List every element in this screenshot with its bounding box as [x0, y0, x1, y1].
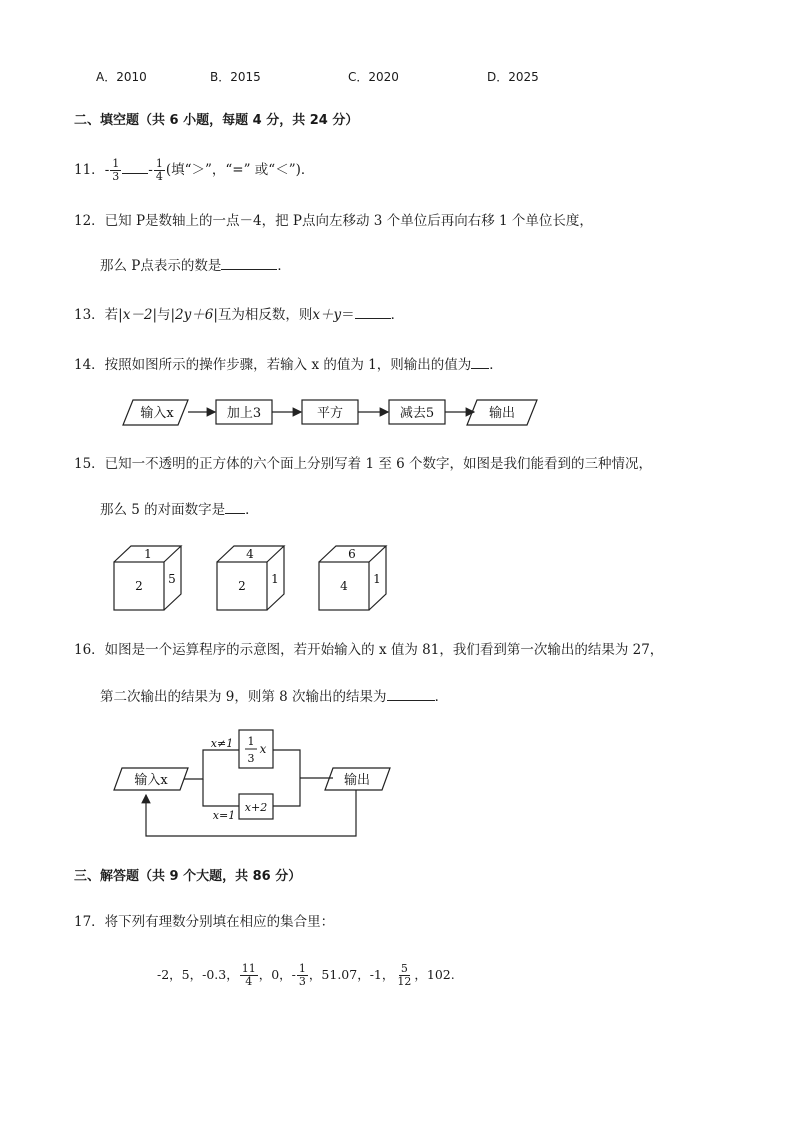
option-b: B．2015 — [210, 70, 261, 84]
q14-text: 14．按照如图所示的操作步骤，若输入 x 的值为 1，则输出的值为 — [74, 357, 472, 373]
section-3-title: 三、解答题（共 9 个大题，共 86 分） — [74, 869, 302, 884]
flow1-step3-label: 减去5 — [399, 406, 435, 421]
q17-f3-numerator: 5 — [400, 962, 408, 975]
q12-end: ． — [277, 258, 291, 274]
question-16-line-1: 16．如图是一个运算程序的示意图，若开始输入的 x 值为 81，我们看到第一次输出的结果为 27， — [74, 642, 664, 658]
q11-f1-numerator: 1 — [112, 157, 120, 170]
q17-fraction-3 — [395, 963, 413, 988]
q11-f2-denominator: 4 — [155, 170, 163, 183]
q13-abs-2: 2y＋6 — [175, 307, 214, 323]
q17-fraction-2 — [297, 963, 308, 988]
q17-part-1: -2，5，-0.3， — [157, 967, 239, 982]
q16-end: ． — [434, 689, 449, 705]
question-12-line-1: 12．已知 P是数轴上的一点－4，把 P点向左移动 3 个单位后再向右移 1 个单位长度， — [74, 213, 593, 229]
cube-3-side-number: 1 — [373, 572, 381, 586]
question-17: 17．将下列有理数分别填在相应的集合里： — [74, 914, 335, 930]
flow2-box-top-variable: x — [259, 742, 267, 756]
q14-end: ． — [489, 357, 503, 373]
q17-part-4: ，102. — [414, 967, 455, 982]
flow1-step2-label: 平方 — [316, 406, 344, 421]
cube-3-front-number: 4 — [340, 579, 348, 593]
q17-fraction-1 — [240, 963, 258, 988]
cube-2-front-number: 2 — [238, 579, 246, 593]
q11-minus-2: - — [148, 162, 153, 178]
q16-blank[interactable] — [387, 687, 435, 701]
flow2-cond-top: x≠1 — [210, 737, 234, 750]
q11-f2-numerator: 1 — [155, 157, 163, 170]
q13-text-c: |互为相反数，则 — [213, 307, 313, 323]
q12-text: 那么 P点表示的数是 — [100, 258, 222, 274]
q11-minus-1: - — [104, 162, 110, 178]
flow1-input-label: 输入x — [140, 406, 174, 421]
flow1-output-label: 输出 — [488, 406, 516, 421]
q13-sum: x＋y — [312, 307, 342, 323]
q15-blank[interactable] — [225, 500, 245, 514]
q13-abs-1: x－2 — [122, 307, 153, 323]
q17-f2-numerator: 1 — [298, 962, 306, 975]
flow2-branch-top-line — [184, 750, 239, 779]
cube-1-front-number: 2 — [135, 579, 143, 593]
q17-f2-denominator: 3 — [298, 975, 306, 988]
q17-f3-denominator: 12 — [397, 975, 412, 988]
q13-text-b: |与| — [152, 307, 176, 323]
q15-end: ． — [245, 502, 259, 518]
q17-part-3: ，51.07，-1， — [308, 967, 395, 982]
cube-2-top-number: 4 — [246, 547, 254, 561]
q17-part-2: ，0，- — [258, 967, 296, 982]
flow2-box-top-denominator: 3 — [247, 752, 255, 765]
q16-text: 第二次输出的结果为 9，则第 8 次输出的结果为 — [100, 689, 387, 705]
flow2-merge-line — [273, 750, 300, 806]
option-c: C．2020 — [348, 70, 399, 84]
q17-f1-numerator: 11 — [241, 962, 256, 975]
question-16-line-2 — [100, 687, 448, 706]
question-15-line-1: 15．已知一不透明的正方体的六个面上分别写着 1 至 6 个数字，如图是我们能看到的三种情况， — [74, 456, 653, 472]
question-17-numbers — [157, 963, 455, 988]
q11-f1-denominator: 3 — [112, 170, 120, 183]
flow2-cond-bottom: x=1 — [212, 809, 236, 822]
q13-end: ． — [390, 307, 405, 323]
question-15-line-2 — [100, 500, 259, 519]
flow2-branch-bottom-line — [203, 779, 239, 806]
flow2-output-label: 输出 — [343, 773, 371, 788]
option-d: D．2025 — [487, 70, 539, 84]
q17-f1-denominator: 4 — [245, 975, 253, 988]
cube-3-top-number: 6 — [348, 547, 356, 561]
flow1-step1-label: 加上3 — [226, 406, 262, 421]
q13-text-a: 13．若| — [74, 307, 123, 323]
flow2-input-label: 输入x — [134, 773, 168, 788]
q11-text: (填“＞”，“=” 或“＜”)． — [165, 162, 315, 178]
section-2-title: 二、填空题（共 6 小题，每题 4 分，共 24 分） — [74, 113, 359, 128]
cube-2-side-number: 1 — [271, 572, 279, 586]
flow2-box-top-numerator: 1 — [247, 735, 255, 748]
q15-text: 那么 5 的对面数字是 — [100, 502, 226, 518]
q13-text-d: ＝ — [341, 307, 355, 323]
cube-1-top-number: 1 — [144, 547, 152, 561]
option-a: A．2010 — [96, 70, 147, 84]
q11-number: 11． — [74, 162, 105, 178]
cube-1-side-number: 5 — [168, 572, 176, 586]
flow2-box-bottom-label: x+2 — [244, 801, 268, 814]
